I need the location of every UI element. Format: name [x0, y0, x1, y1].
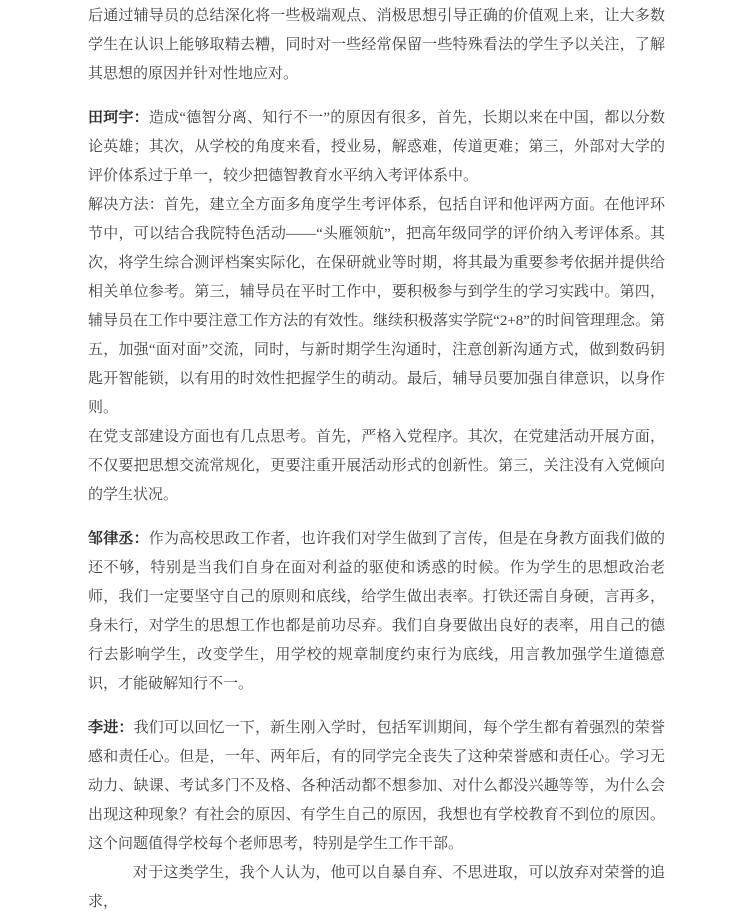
paragraph-text: 我们可以回忆一下，新生刚入学时，包括军训期间，每个学生都有着强烈的荣誉感和责任心。但是，一年、两年后，有的同学完全丧失了这种荣誉感和责任心。学习无动力、缺课、考试多门不及格、各种活动都不想参加、对什么都没兴趣等等，为什么会出现这种现象？有社会的原因、有学生自己的原因，我想也有学校教育不到位的原因。这个问题值得学校每个老师思考，特别是学生工作干部。: [88, 720, 665, 852]
paragraph-text: 作为高校思政工作者，也许我们对学生做到了言传，但是在身教方面我们做的还不够，特别是当我们自身在面对利益的驱使和诱惑的时候。作为学生的思想政治老师，我们一定要坚守自己的原则和底线，给学生做出表率。打铁还需自身硬，言再多，身未行，对学生的思想工作也都是前功尽弃。我们自身要做出良好的表率，用自己的德行去影响学生，改变学生，用学校的规章制度约束行为底线，用言教加强学生道德意识，才能破解知行不一。: [88, 531, 665, 692]
paragraph-continuation: [88, 2, 665, 89]
paragraph-text: 对于这类学生，我个人认为，他可以自暴自弃、不思进取，可以放弃对荣誉的追求，: [88, 865, 665, 910]
paragraph-text: 造成“德智分离、知行不一”的原因有很多，首先，长期以来在中国，都以分数论英雄；其次，从学校的角度来看，授业易，解惑难，传道更难；第三，外部对大学的评价体系过于单一，较少把德智教育水平纳入考评体系中。: [88, 110, 665, 184]
paragraph-text: 解决方法：首先，建立全方面多角度学生考评体系，包括自评和他评两方面。在他评环节中，可以结合我院特色活动——“头雁领航”，把高年级同学的评价纳入考评体系。其次，将学生综合测评档案实际化，在保研就业等时期，将其最为重要参考依据并提供给相关单位参考。第三，辅导员在平时工作中，要积极参与到学生的学习实践中。第四，辅导员在工作中要注意工作方法的有效性。继续积极落实学院“2+8”的时间管理理念。第五，加强“面对面”交流，同时，与新时期学生沟通时，注意创新沟通方式，做到数码钥匙开智能锁，以有用的时效性把握学生的萌动。最后，辅导员要加强自律意识，以身作则。: [88, 197, 665, 416]
speaker-name: 邹律丞：: [88, 531, 149, 547]
paragraph-text: 后通过辅导员的总结深化将一些极端观点、消极思想引导正确的价值观上来，让大多数学生在认识上能够取精去糟，同时对一些经常保留一些特殊看法的学生予以关注，了解其思想的原因并针对性地应对。: [88, 8, 665, 82]
paragraph-party-branch: [88, 423, 665, 510]
paragraph-speaker-zoulvcheng: [88, 525, 665, 699]
paragraph-speaker-tiankeyu: [88, 104, 665, 191]
speaker-name: 李进：: [88, 720, 134, 736]
paragraph-speaker-lijin: [88, 714, 665, 859]
paragraph-closing: [88, 859, 665, 917]
paragraph-solutions: [88, 191, 665, 423]
speaker-name: 田珂宇：: [88, 110, 149, 126]
paragraph-text: 在党支部建设方面也有几点思考。首先，严格入党程序。其次，在党建活动开展方面，不仅要把思想交流常规化，更要注重开展活动形式的创新性。第三，关注没有入党倾向的学生状况。: [88, 429, 665, 503]
